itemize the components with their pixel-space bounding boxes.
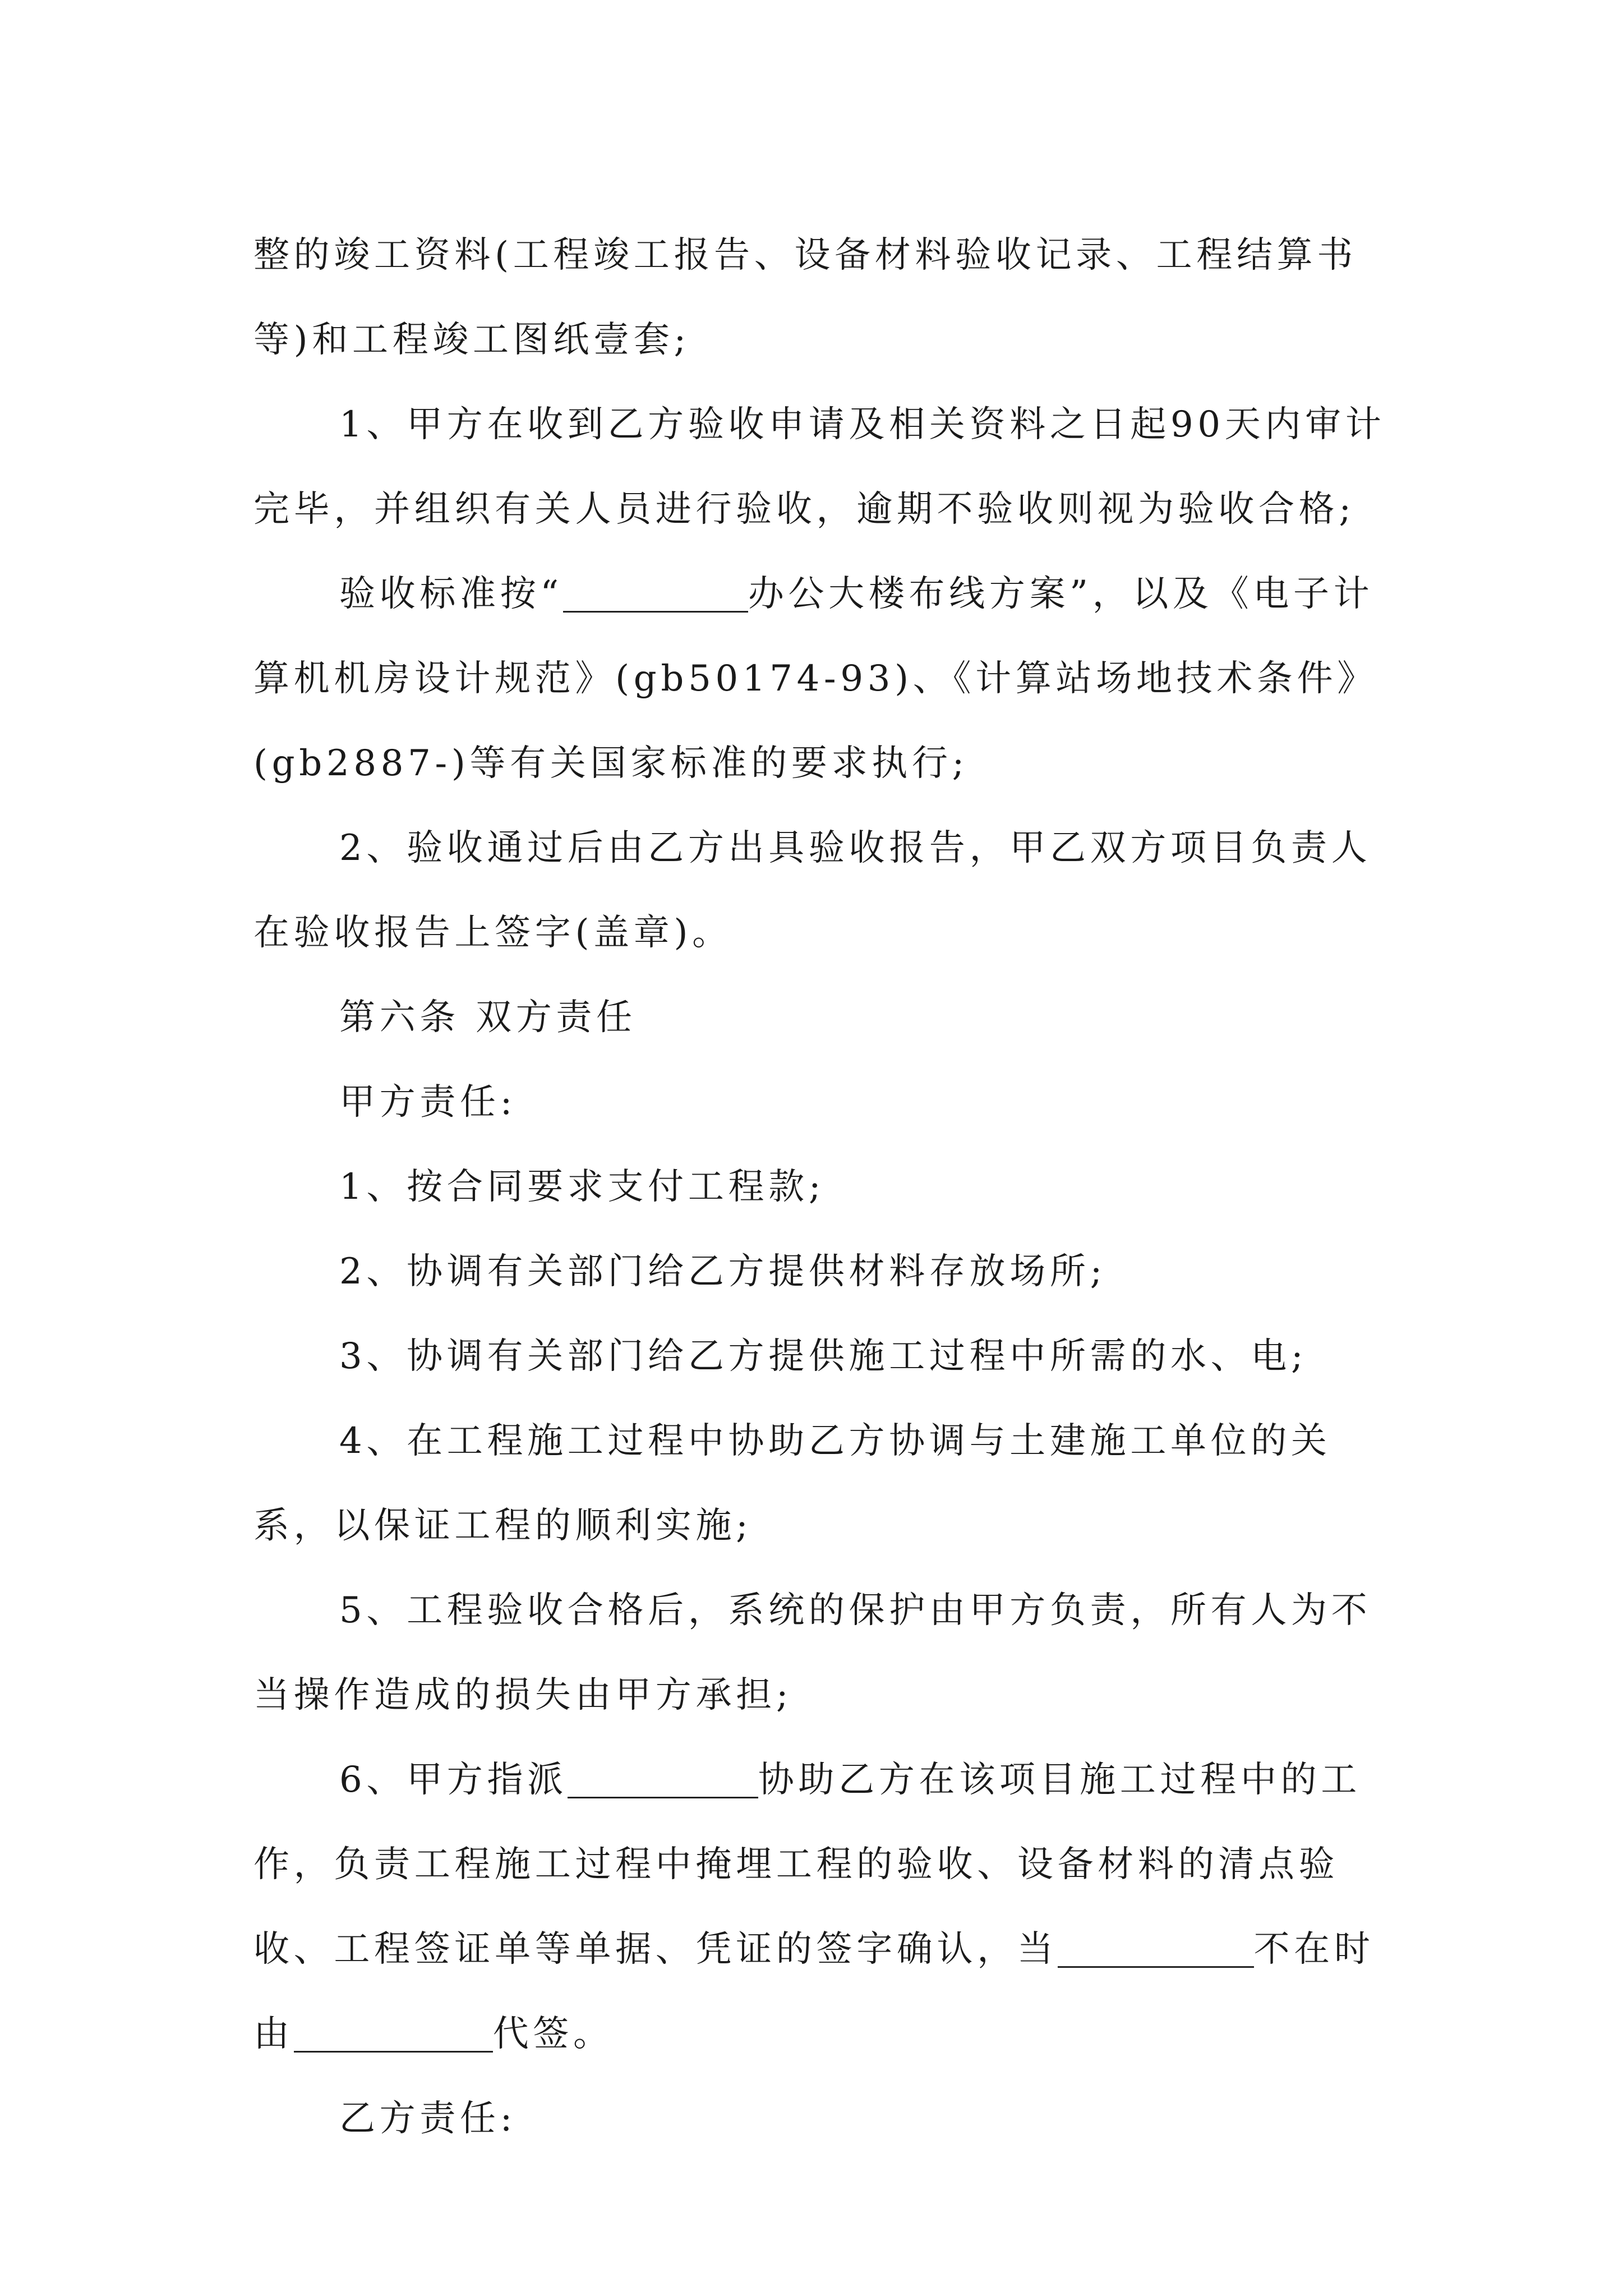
party-a-item-3: 3、协调有关部门给乙方提供施工过程中所需的水、电; [339, 1336, 1308, 1377]
paragraph-acceptance-standard [253, 552, 1386, 806]
paragraph-acceptance-report: 2、验收通过后由乙方出具验收报告，甲乙双方项目负责人在验收报告上签字(盖章)。 [253, 827, 1372, 954]
party-a-item-4: 4、在工程施工过程中协助乙方协调与土建施工单位的关系，以保证工程的顺利实施; [253, 1420, 1331, 1547]
blank-designee [568, 1763, 758, 1798]
party-a-item-6 [253, 1738, 1386, 2077]
item6-text-3: 不在时由 [253, 1929, 1375, 2055]
blank-project-name [563, 577, 748, 613]
standard-text-after: 办公大楼布线方案”，以及《电子计算机机房设计规范》(gb50174-93)、《计算站场地技术条件》(gb2887-)等有关国家标准的要求执行; [253, 573, 1377, 784]
blank-proxy-signer [294, 2017, 493, 2053]
subheading-party-a: 甲方责任: [339, 1082, 517, 1123]
paragraph-acceptance-audit: 1、甲方在收到乙方验收申请及相关资料之日起90天内审计完毕，并组织有关人员进行验收，逾期不验收则视为验收合格; [253, 404, 1386, 530]
party-a-item-2: 2、协调有关部门给乙方提供材料存放场所; [339, 1251, 1106, 1292]
paragraph-completion-docs: 整的竣工资料(工程竣工报告、设备材料验收记录、工程结算书等)和工程竣工图纸壹套; [253, 234, 1358, 361]
blank-absent-person [1058, 1932, 1254, 1968]
document-body [253, 213, 1386, 2161]
standard-text-before: 验收标准按“ [339, 573, 563, 615]
subheading-party-b: 乙方责任: [339, 2098, 517, 2139]
party-a-item-5: 5、工程验收合格后，系统的保护由甲方负责，所有人为不当操作造成的损失由甲方承担; [253, 1590, 1372, 1716]
section-heading-responsibilities: 第六条 双方责任 [339, 997, 637, 1038]
item6-text-1: 6、甲方指派 [339, 1759, 568, 1801]
item6-text-4: 代签。 [492, 2013, 614, 2055]
party-a-item-1: 1、按合同要求支付工程款; [339, 1166, 826, 1208]
item6-text-2: 协助乙方在该项目施工过程中的工作，负责工程施工过程中掩埋工程的验收、设备材料的清点验收、工程签证单等单据、凭证的签字确认，当 [253, 1759, 1362, 1970]
